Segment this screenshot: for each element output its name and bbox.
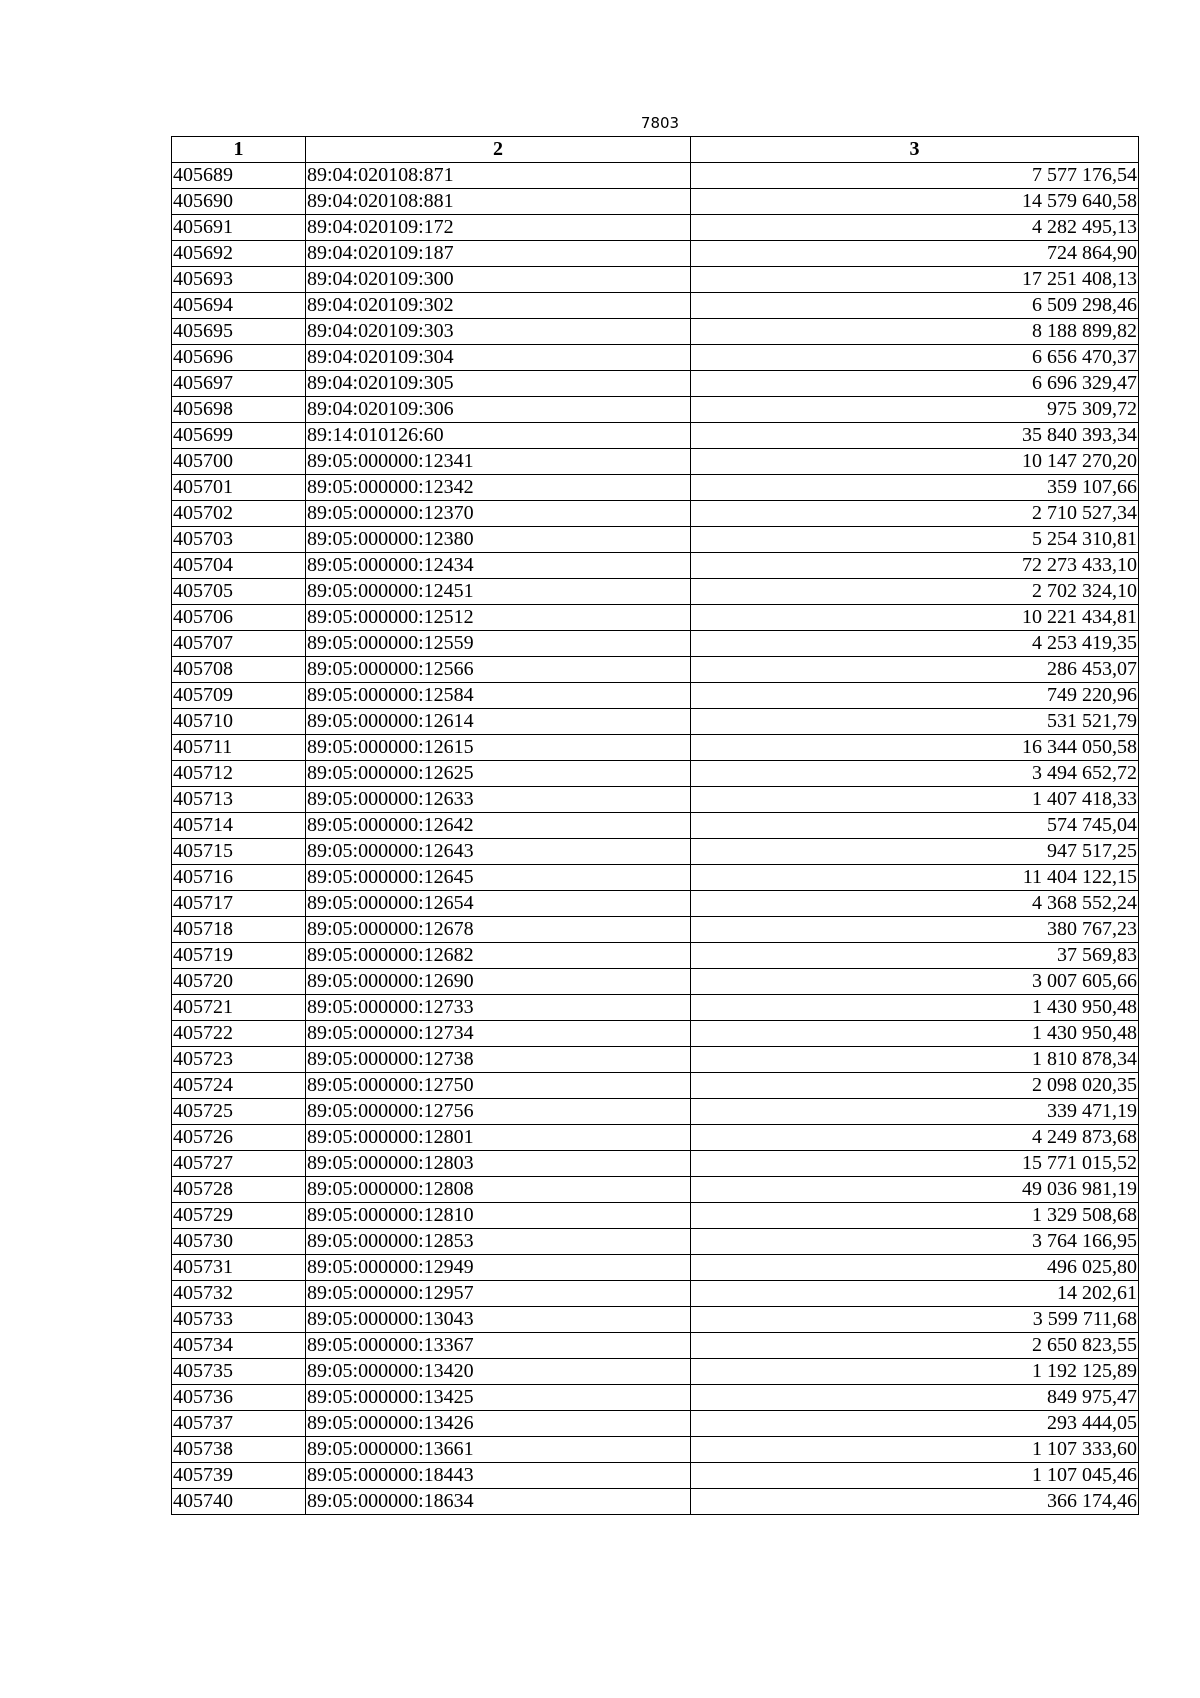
- cadastral-value: 35 840 393,34: [691, 423, 1139, 449]
- table-row: [172, 553, 1139, 579]
- cadastral-value: 293 444,05: [691, 1411, 1139, 1437]
- row-number: 405711: [172, 735, 306, 761]
- cadastral-number: 89:05:000000:12434: [306, 553, 691, 579]
- cadastral-number: 89:05:000000:12559: [306, 631, 691, 657]
- row-number: 405738: [172, 1437, 306, 1463]
- cadastral-value: 339 471,19: [691, 1099, 1139, 1125]
- table-row: [172, 865, 1139, 891]
- cadastral-value: 531 521,79: [691, 709, 1139, 735]
- row-number: 405718: [172, 917, 306, 943]
- row-number: 405720: [172, 969, 306, 995]
- row-number: 405726: [172, 1125, 306, 1151]
- cadastral-value: 1 430 950,48: [691, 1021, 1139, 1047]
- cadastral-number: 89:04:020109:303: [306, 319, 691, 345]
- cadastral-number: 89:14:010126:60: [306, 423, 691, 449]
- cadastral-number: 89:05:000000:12380: [306, 527, 691, 553]
- cadastral-number: 89:05:000000:13367: [306, 1333, 691, 1359]
- row-number: 405716: [172, 865, 306, 891]
- table-row: [172, 1489, 1139, 1515]
- table-row: [172, 423, 1139, 449]
- cadastral-value: 72 273 433,10: [691, 553, 1139, 579]
- row-number: 405730: [172, 1229, 306, 1255]
- cadastral-value: 380 767,23: [691, 917, 1139, 943]
- row-number: 405692: [172, 241, 306, 267]
- cadastral-value: 11 404 122,15: [691, 865, 1139, 891]
- row-number: 405714: [172, 813, 306, 839]
- cadastral-value: 359 107,66: [691, 475, 1139, 501]
- cadastral-value: 37 569,83: [691, 943, 1139, 969]
- table-row: [172, 1203, 1139, 1229]
- table-row: [172, 787, 1139, 813]
- row-number: 405723: [172, 1047, 306, 1073]
- column-header-3: 3: [691, 137, 1139, 163]
- cadastral-number: 89:05:000000:12756: [306, 1099, 691, 1125]
- row-number: 405734: [172, 1333, 306, 1359]
- row-number: 405690: [172, 189, 306, 215]
- table-row: [172, 1281, 1139, 1307]
- cadastral-value: 3 599 711,68: [691, 1307, 1139, 1333]
- cadastral-value: 3 764 166,95: [691, 1229, 1139, 1255]
- table-row: [172, 527, 1139, 553]
- row-number: 405694: [172, 293, 306, 319]
- row-number: 405698: [172, 397, 306, 423]
- cadastral-value: 16 344 050,58: [691, 735, 1139, 761]
- table-row: [172, 1333, 1139, 1359]
- cadastral-value: 14 202,61: [691, 1281, 1139, 1307]
- table-row: [172, 449, 1139, 475]
- cadastral-value: 1 430 950,48: [691, 995, 1139, 1021]
- cadastral-number: 89:04:020109:187: [306, 241, 691, 267]
- cadastral-number: 89:05:000000:12642: [306, 813, 691, 839]
- table-row: [172, 189, 1139, 215]
- row-number: 405704: [172, 553, 306, 579]
- row-number: 405727: [172, 1151, 306, 1177]
- table-row: [172, 1047, 1139, 1073]
- row-number: 405706: [172, 605, 306, 631]
- row-number: 405721: [172, 995, 306, 1021]
- cadastral-number: 89:04:020109:305: [306, 371, 691, 397]
- cadastral-number: 89:05:000000:12808: [306, 1177, 691, 1203]
- table-row: [172, 839, 1139, 865]
- row-number: 405715: [172, 839, 306, 865]
- cadastral-number: 89:05:000000:12690: [306, 969, 691, 995]
- table-row: [172, 293, 1139, 319]
- table-row: [172, 1099, 1139, 1125]
- table-row: [172, 1073, 1139, 1099]
- cadastral-value: 7 577 176,54: [691, 163, 1139, 189]
- cadastral-value: 1 192 125,89: [691, 1359, 1139, 1385]
- row-number: 405700: [172, 449, 306, 475]
- cadastral-number: 89:05:000000:13420: [306, 1359, 691, 1385]
- table-row: [172, 943, 1139, 969]
- row-number: 405729: [172, 1203, 306, 1229]
- cadastral-value: 574 745,04: [691, 813, 1139, 839]
- table-row: [172, 1151, 1139, 1177]
- cadastral-value: 1 810 878,34: [691, 1047, 1139, 1073]
- cadastral-number: 89:04:020109:300: [306, 267, 691, 293]
- cadastral-number: 89:05:000000:12584: [306, 683, 691, 709]
- cadastral-number: 89:05:000000:12750: [306, 1073, 691, 1099]
- table-row: [172, 917, 1139, 943]
- column-header-1: 1: [172, 137, 306, 163]
- cadastral-number: 89:04:020109:306: [306, 397, 691, 423]
- cadastral-number: 89:05:000000:12614: [306, 709, 691, 735]
- table-row: [172, 241, 1139, 267]
- cadastral-value: 286 453,07: [691, 657, 1139, 683]
- row-number: 405708: [172, 657, 306, 683]
- cadastral-value: 849 975,47: [691, 1385, 1139, 1411]
- cadastral-number: 89:05:000000:12625: [306, 761, 691, 787]
- table-row: [172, 1255, 1139, 1281]
- table-row: [172, 1411, 1139, 1437]
- table-row: [172, 1359, 1139, 1385]
- cadastral-number: 89:05:000000:12633: [306, 787, 691, 813]
- cadastral-value: 10 221 434,81: [691, 605, 1139, 631]
- cadastral-value: 8 188 899,82: [691, 319, 1139, 345]
- row-number: 405689: [172, 163, 306, 189]
- table-row: [172, 371, 1139, 397]
- cadastral-number: 89:05:000000:12853: [306, 1229, 691, 1255]
- cadastral-value: 366 174,46: [691, 1489, 1139, 1515]
- table-row: [172, 501, 1139, 527]
- row-number: 405701: [172, 475, 306, 501]
- cadastral-number: 89:05:000000:13425: [306, 1385, 691, 1411]
- cadastral-number: 89:05:000000:13426: [306, 1411, 691, 1437]
- table-row: [172, 1385, 1139, 1411]
- cadastral-value: 5 254 310,81: [691, 527, 1139, 553]
- table-row: [172, 813, 1139, 839]
- row-number: 405713: [172, 787, 306, 813]
- data-table: [171, 136, 1139, 1515]
- row-number: 405735: [172, 1359, 306, 1385]
- row-number: 405712: [172, 761, 306, 787]
- row-number: 405697: [172, 371, 306, 397]
- cadastral-number: 89:05:000000:12734: [306, 1021, 691, 1047]
- cadastral-value: 1 107 045,46: [691, 1463, 1139, 1489]
- cadastral-value: 49 036 981,19: [691, 1177, 1139, 1203]
- cadastral-number: 89:05:000000:12801: [306, 1125, 691, 1151]
- table-row: [172, 267, 1139, 293]
- row-number: 405722: [172, 1021, 306, 1047]
- cadastral-number: 89:05:000000:12451: [306, 579, 691, 605]
- row-number: 405732: [172, 1281, 306, 1307]
- row-number: 405693: [172, 267, 306, 293]
- row-number: 405707: [172, 631, 306, 657]
- cadastral-number: 89:05:000000:12341: [306, 449, 691, 475]
- cadastral-value: 4 282 495,13: [691, 215, 1139, 241]
- table-row: [172, 1021, 1139, 1047]
- cadastral-value: 15 771 015,52: [691, 1151, 1139, 1177]
- table-row: [172, 319, 1139, 345]
- row-number: 405709: [172, 683, 306, 709]
- table-body: [172, 163, 1139, 1515]
- table-row: [172, 475, 1139, 501]
- cadastral-number: 89:05:000000:12566: [306, 657, 691, 683]
- cadastral-value: 975 309,72: [691, 397, 1139, 423]
- cadastral-number: 89:05:000000:12810: [306, 1203, 691, 1229]
- row-number: 405725: [172, 1099, 306, 1125]
- cadastral-number: 89:04:020109:172: [306, 215, 691, 241]
- cadastral-number: 89:04:020109:304: [306, 345, 691, 371]
- row-number: 405696: [172, 345, 306, 371]
- row-number: 405703: [172, 527, 306, 553]
- cadastral-number: 89:05:000000:18443: [306, 1463, 691, 1489]
- cadastral-value: 2 098 020,35: [691, 1073, 1139, 1099]
- cadastral-number: 89:05:000000:13661: [306, 1437, 691, 1463]
- row-number: 405702: [172, 501, 306, 527]
- cadastral-value: 2 702 324,10: [691, 579, 1139, 605]
- row-number: 405699: [172, 423, 306, 449]
- cadastral-value: 6 509 298,46: [691, 293, 1139, 319]
- row-number: 405691: [172, 215, 306, 241]
- cadastral-number: 89:05:000000:12512: [306, 605, 691, 631]
- cadastral-number: 89:05:000000:12733: [306, 995, 691, 1021]
- row-number: 405740: [172, 1489, 306, 1515]
- table-row: [172, 735, 1139, 761]
- table-row: [172, 683, 1139, 709]
- cadastral-value: 4 249 873,68: [691, 1125, 1139, 1151]
- cadastral-value: 1 407 418,33: [691, 787, 1139, 813]
- table-row: [172, 761, 1139, 787]
- cadastral-value: 1 329 508,68: [691, 1203, 1139, 1229]
- table-row: [172, 1125, 1139, 1151]
- column-header-2: 2: [306, 137, 691, 163]
- cadastral-number: 89:05:000000:12342: [306, 475, 691, 501]
- cadastral-number: 89:05:000000:12370: [306, 501, 691, 527]
- cadastral-number: 89:05:000000:18634: [306, 1489, 691, 1515]
- table-row: [172, 1307, 1139, 1333]
- table-row: [172, 1437, 1139, 1463]
- table-row: [172, 1177, 1139, 1203]
- row-number: 405710: [172, 709, 306, 735]
- page-number: 7803: [640, 114, 680, 132]
- cadastral-value: 6 656 470,37: [691, 345, 1139, 371]
- cadastral-number: 89:04:020108:881: [306, 189, 691, 215]
- row-number: 405731: [172, 1255, 306, 1281]
- cadastral-value: 749 220,96: [691, 683, 1139, 709]
- table-row: [172, 163, 1139, 189]
- cadastral-value: 3 007 605,66: [691, 969, 1139, 995]
- cadastral-value: 2 710 527,34: [691, 501, 1139, 527]
- table-row: [172, 995, 1139, 1021]
- table-row: [172, 1229, 1139, 1255]
- row-number: 405736: [172, 1385, 306, 1411]
- cadastral-number: 89:05:000000:12957: [306, 1281, 691, 1307]
- cadastral-value: 496 025,80: [691, 1255, 1139, 1281]
- row-number: 405719: [172, 943, 306, 969]
- row-number: 405739: [172, 1463, 306, 1489]
- row-number: 405705: [172, 579, 306, 605]
- cadastral-number: 89:05:000000:13043: [306, 1307, 691, 1333]
- cadastral-number: 89:05:000000:12643: [306, 839, 691, 865]
- row-number: 405717: [172, 891, 306, 917]
- cadastral-number: 89:05:000000:12678: [306, 917, 691, 943]
- table-row: [172, 397, 1139, 423]
- table-row: [172, 215, 1139, 241]
- cadastral-value: 1 107 333,60: [691, 1437, 1139, 1463]
- cadastral-number: 89:05:000000:12738: [306, 1047, 691, 1073]
- cadastral-value: 4 368 552,24: [691, 891, 1139, 917]
- cadastral-value: 2 650 823,55: [691, 1333, 1139, 1359]
- cadastral-value: 947 517,25: [691, 839, 1139, 865]
- table-row: [172, 969, 1139, 995]
- cadastral-number: 89:05:000000:12615: [306, 735, 691, 761]
- cadastral-value: 10 147 270,20: [691, 449, 1139, 475]
- cadastral-value: 6 696 329,47: [691, 371, 1139, 397]
- cadastral-value: 3 494 652,72: [691, 761, 1139, 787]
- row-number: 405728: [172, 1177, 306, 1203]
- cadastral-value: 14 579 640,58: [691, 189, 1139, 215]
- row-number: 405695: [172, 319, 306, 345]
- table-row: [172, 345, 1139, 371]
- table-row: [172, 605, 1139, 631]
- cadastral-number: 89:05:000000:12682: [306, 943, 691, 969]
- table-row: [172, 631, 1139, 657]
- cadastral-number: 89:05:000000:12645: [306, 865, 691, 891]
- table-row: [172, 657, 1139, 683]
- row-number: 405733: [172, 1307, 306, 1333]
- row-number: 405737: [172, 1411, 306, 1437]
- table-header-row: [172, 137, 1139, 163]
- row-number: 405724: [172, 1073, 306, 1099]
- cadastral-number: 89:05:000000:12654: [306, 891, 691, 917]
- cadastral-number: 89:05:000000:12803: [306, 1151, 691, 1177]
- table-row: [172, 709, 1139, 735]
- cadastral-number: 89:04:020109:302: [306, 293, 691, 319]
- cadastral-value: 17 251 408,13: [691, 267, 1139, 293]
- cadastral-number: 89:05:000000:12949: [306, 1255, 691, 1281]
- table-row: [172, 579, 1139, 605]
- cadastral-value: 724 864,90: [691, 241, 1139, 267]
- cadastral-number: 89:04:020108:871: [306, 163, 691, 189]
- cadastral-value: 4 253 419,35: [691, 631, 1139, 657]
- table-row: [172, 891, 1139, 917]
- table-row: [172, 1463, 1139, 1489]
